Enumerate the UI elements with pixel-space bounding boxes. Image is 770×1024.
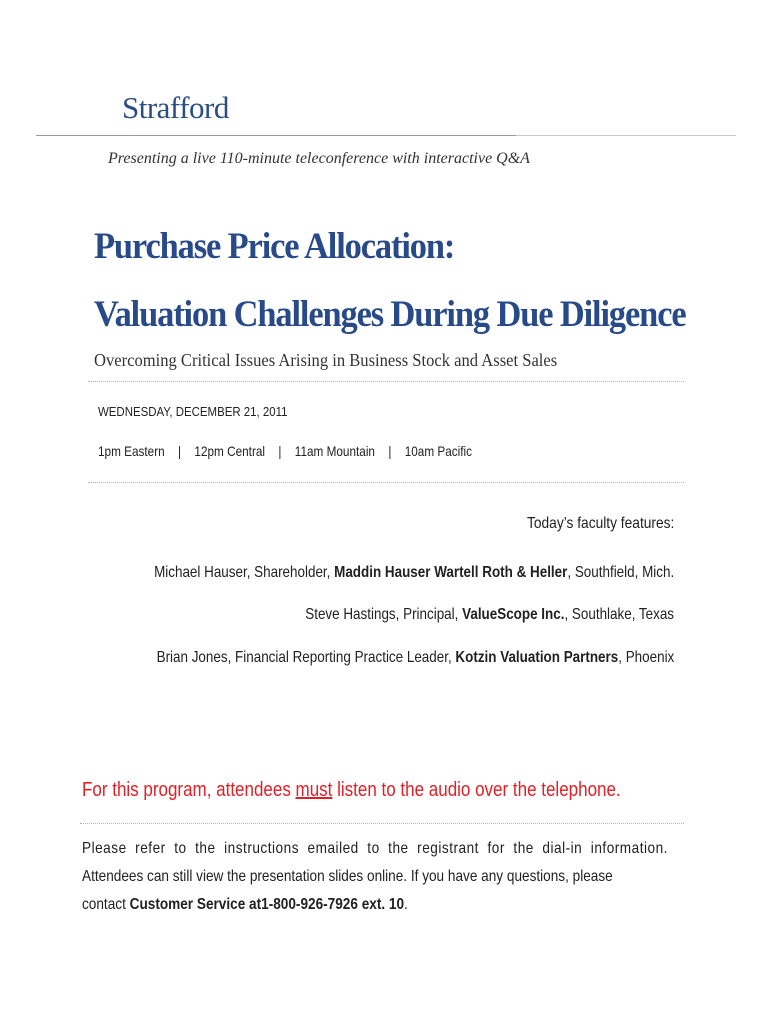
- notice-emphasis: must: [295, 779, 333, 801]
- time-separator: |: [278, 443, 282, 459]
- program-date: WEDNESDAY, DECEMBER 21, 2011: [98, 404, 288, 419]
- time-eastern: 1pm Eastern: [98, 443, 165, 459]
- customer-service-contact: Customer Service at1-800-926-7926 ext. 10: [129, 896, 405, 913]
- speaker-line: [154, 564, 674, 582]
- speaker-firm: Maddin Hauser Wartell Roth & Heller: [333, 564, 568, 581]
- speaker-location: , Southfield, Mich.: [567, 564, 674, 581]
- instructions-line: Attendees can still view the presentation slides online. If you have any questions, please: [82, 868, 613, 885]
- dotted-divider: [80, 823, 684, 824]
- time-central: 12pm Central: [194, 443, 266, 459]
- speaker-firm: Kotzin Valuation Partners: [455, 649, 618, 666]
- dotted-divider: [88, 381, 684, 382]
- notice-text: listen to the audio over the telephone.: [332, 779, 621, 801]
- speaker-name-role: Brian Jones, Financial Reporting Practice Leader,: [156, 649, 456, 666]
- program-title-line1: Purchase Price Allocation:: [94, 226, 455, 267]
- time-separator: |: [178, 443, 182, 459]
- speaker-line: [156, 649, 674, 667]
- header-divider-accent: [36, 135, 516, 136]
- program-subtitle: Overcoming Critical Issues Arising in Business Stock and Asset Sales: [94, 350, 558, 370]
- tagline: Presenting a live 110-minute teleconference with interactive Q&A: [108, 150, 530, 167]
- audio-notice: [82, 779, 621, 802]
- time-mountain: 11am Mountain: [294, 443, 375, 459]
- program-times: [98, 443, 472, 459]
- time-separator: |: [388, 443, 392, 459]
- program-title-line2: Valuation Challenges During Due Diligence: [94, 294, 686, 335]
- speaker-line: [305, 606, 674, 624]
- time-pacific: 10am Pacific: [404, 443, 473, 459]
- speaker-firm: ValueScope Inc.: [462, 606, 565, 623]
- instructions-text: contact: [82, 896, 130, 913]
- instructions-line: [82, 896, 660, 914]
- notice-text: For this program, attendees: [82, 779, 296, 801]
- faculty-heading: Today’s faculty features:: [526, 515, 674, 532]
- instructions-line: Please refer to the instructions emailed to the registrant for the dial-in information.: [82, 840, 668, 857]
- speaker-location: , Phoenix: [617, 649, 674, 666]
- speaker-name-role: Steve Hastings, Principal,: [305, 606, 463, 623]
- dotted-divider: [88, 482, 684, 483]
- speaker-name-role: Michael Hauser, Shareholder,: [153, 564, 334, 581]
- instructions-text: .: [404, 896, 408, 913]
- speaker-location: , Southlake, Texas: [564, 606, 674, 623]
- strafford-logo: Strafford: [122, 90, 229, 125]
